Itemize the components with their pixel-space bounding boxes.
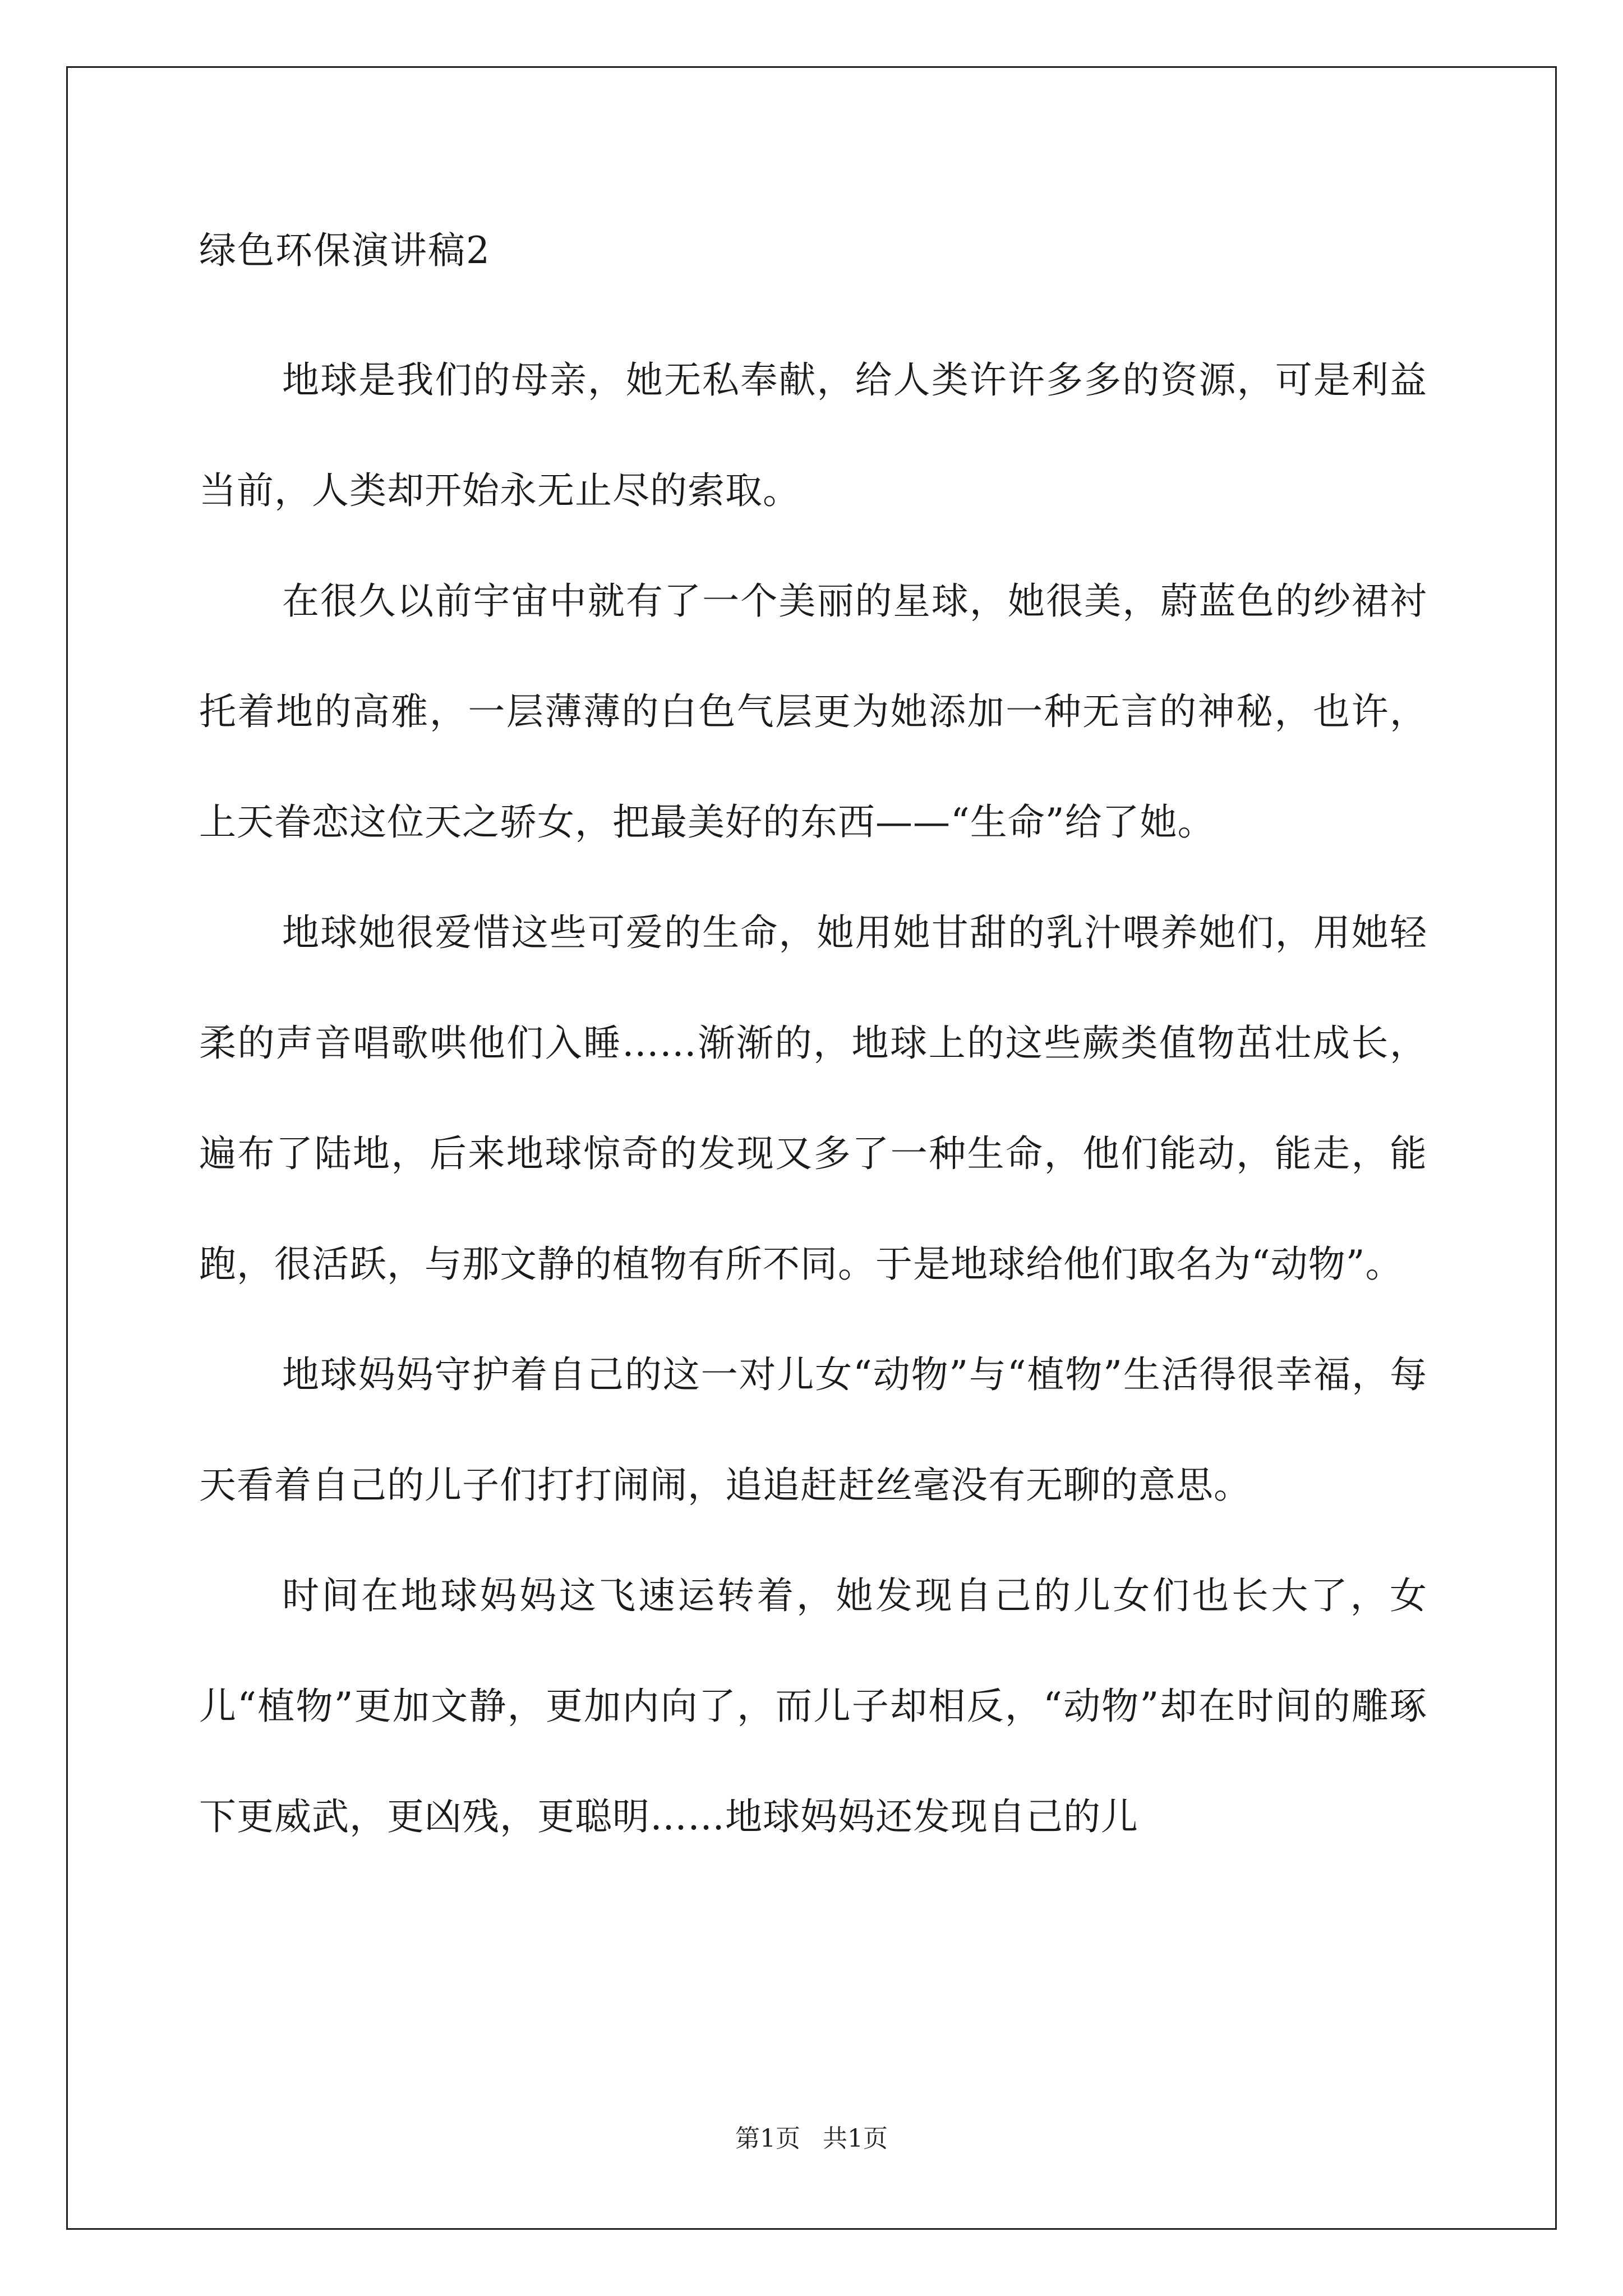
paragraph-4: 地球妈妈守护着自己的这一对儿女“动物”与“植物”生活得很幸福，每天看着自己的儿子们打打闹闹，追追赶赶丝毫没有无聊的意思。 [199,1353,1427,1507]
paragraph-5: 时间在地球妈妈这飞速运转着，她发现自己的儿女们也长大了，女儿“植物”更加文静，更加内向了，而儿子却相反，“动物”却在时间的雕琢下更威武，更凶残，更聪明……地球妈妈还发现自己的儿 [199,1574,1427,1838]
page-footer [0,2122,1623,2156]
paragraph-1: 地球是我们的母亲，她无私奉献，给人类许许多多的资源，可是利益当前，人类却开始永无止尽的索取。 [199,358,1427,512]
paragraph-3: 地球她很爱惜这些可爱的生命，她用她甘甜的乳汁喂养她们，用她轻柔的声音唱歌哄他们入睡……渐渐的，地球上的这些蕨类值物茁壮成长，遍布了陆地，后来地球惊奇的发现又多了一种生命，他们能动，能走，能跑，很活跃，与那文静的植物有所不同。于是地球给他们取名为“动物”。 [199,911,1427,1286]
paragraph-2: 在很久以前宇宙中就有了一个美丽的星球，她很美，蔚蓝色的纱裙衬托着地的高雅，一层薄薄的白色气层更为她添加一种无言的神秘，也许，上天眷恋这位天之骄女，把最美好的东西——“生命”给了她。 [199,579,1427,844]
document-title: 绿色环保演讲稿2 [199,229,491,272]
page-number: 第1页 [735,2124,800,2153]
page-total: 共1页 [823,2124,888,2153]
document-body [199,216,1427,1872]
